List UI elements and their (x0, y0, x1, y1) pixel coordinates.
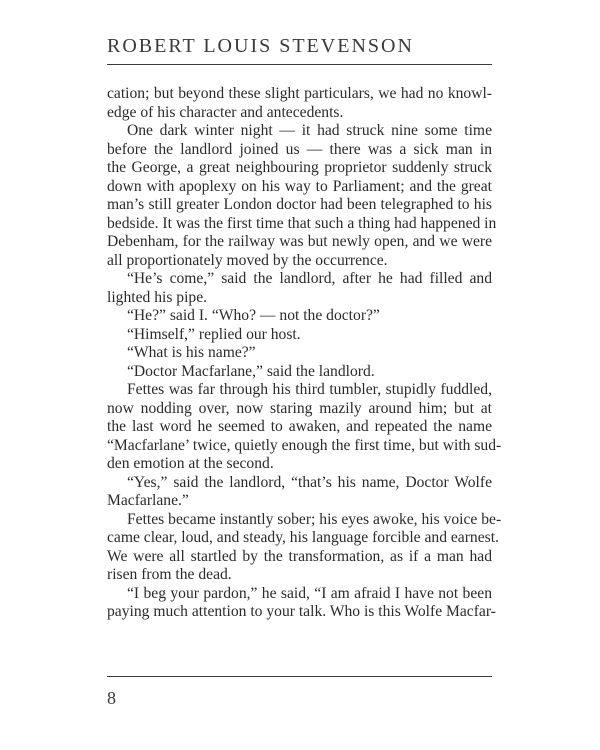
text-line: risen from the dead. (107, 566, 232, 583)
text-line: Debenham, for the railway was but newly open, and we were (107, 233, 492, 250)
text-line: all proportionately moved by the occurrence. (107, 251, 388, 269)
text-line: the George, a great neighbouring proprietor suddenly struck (107, 159, 492, 176)
text-line: “Macfarlane’ twice, quietly enough the first time, but with sud- (107, 436, 502, 454)
text-line: We were all startled by the transformation, as if a man had (107, 547, 492, 565)
text-line: cation; but beyond these slight particulars, we had no knowl- (107, 85, 492, 102)
header-rule (107, 64, 492, 65)
text-line: “Doctor Macfarlane,” said the landlord. (127, 362, 375, 380)
text-line: came clear, loud, and steady, his language forcible and earnest. (107, 529, 499, 546)
text-line: edge of his character and antecedents. (107, 103, 344, 121)
running-head: ROBERT LOUIS STEVENSON (107, 35, 414, 57)
text-line: One dark winter night — it had struck nine some time (127, 122, 492, 139)
text-line: “What is his name?” (127, 344, 256, 361)
text-line: Fettes was far through his third tumbler, stupidly fuddled, (127, 381, 492, 398)
text-line: Macfarlane.” (107, 492, 189, 509)
text-line: “He’s come,” said the landlord, after he had filled and (127, 270, 492, 287)
text-line: bedside. It was the first time that such a thing had happened in (107, 214, 497, 232)
text-line: the last word he seemed to awaken, and repeated the name (107, 418, 492, 435)
text-line: “Himself,” replied our host. (127, 325, 301, 343)
text-line: now nodding over, now staring mazily around him; but at (107, 399, 492, 417)
text-line: down with apoplexy on his way to Parliament; and the great (107, 177, 492, 195)
page-number: 8 (107, 688, 116, 708)
text-line: “I beg your pardon,” he said, “I am afraid I have not been (127, 584, 492, 602)
text-line: den emotion at the second. (107, 455, 274, 472)
text-line: Fettes became instantly sober; his eyes awoke, his voice be- (127, 510, 502, 528)
text-line: lighted his pipe. (107, 288, 208, 306)
text-line: “He?” said I. “Who? — not the doctor?” (127, 307, 380, 324)
text-line: man’s still greater London doctor had been telegraphed to his (107, 196, 492, 213)
footer-rule (107, 676, 492, 677)
text-line: before the landlord joined us — there was a sick man in (107, 140, 492, 158)
body-text (107, 85, 502, 622)
text-line: “Yes,” said the landlord, “that’s his name, Doctor Wolfe (127, 473, 492, 491)
text-line: paying much attention to your talk. Who is this Wolfe Macfar- (107, 603, 496, 620)
